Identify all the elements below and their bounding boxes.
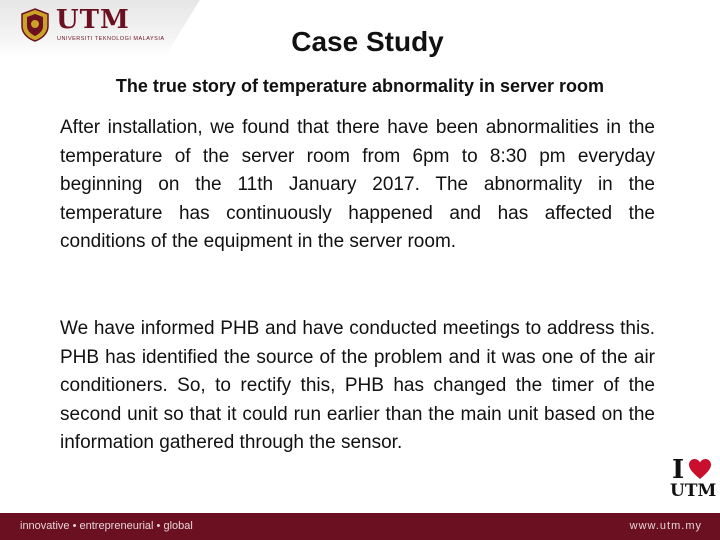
footer-tagline: innovative • entrepreneurial • global [20, 520, 193, 532]
footer-bar [0, 513, 720, 540]
footer-url: www.utm.my [629, 520, 702, 532]
slide-subtitle: The true story of temperature abnormality in server room [115, 76, 605, 96]
badge-i-text: I [672, 455, 685, 485]
slide-title: Case Study [291, 26, 444, 57]
paragraph-2: We have informed PHB and have conducted meetings to address this. PHB has identified the source of the problem and it was one of the air conditioners. So, to rectify this, PHB has changed the timer of the second unit so that it could run earlier than the main unit based on the information gathered through the sensor. [60, 318, 655, 453]
paragraph-1: After installation, we found that there have been abnormalities in the temperature of the server room from 6pm to 8:30 pm everyday beginning on the 11th January 2017. The abnormality in the temperature has continuously happened and has affected the conditions of the equipment in the server room. [60, 117, 655, 252]
heart-icon [688, 458, 712, 480]
badge-utm-text: UTM [670, 481, 717, 501]
utm-logo-subtext: UNIVERSITI TEKNOLOGI MALAYSIA [57, 36, 165, 42]
i-love-utm-badge [670, 455, 718, 501]
utm-logo-text: UTM [56, 5, 130, 35]
